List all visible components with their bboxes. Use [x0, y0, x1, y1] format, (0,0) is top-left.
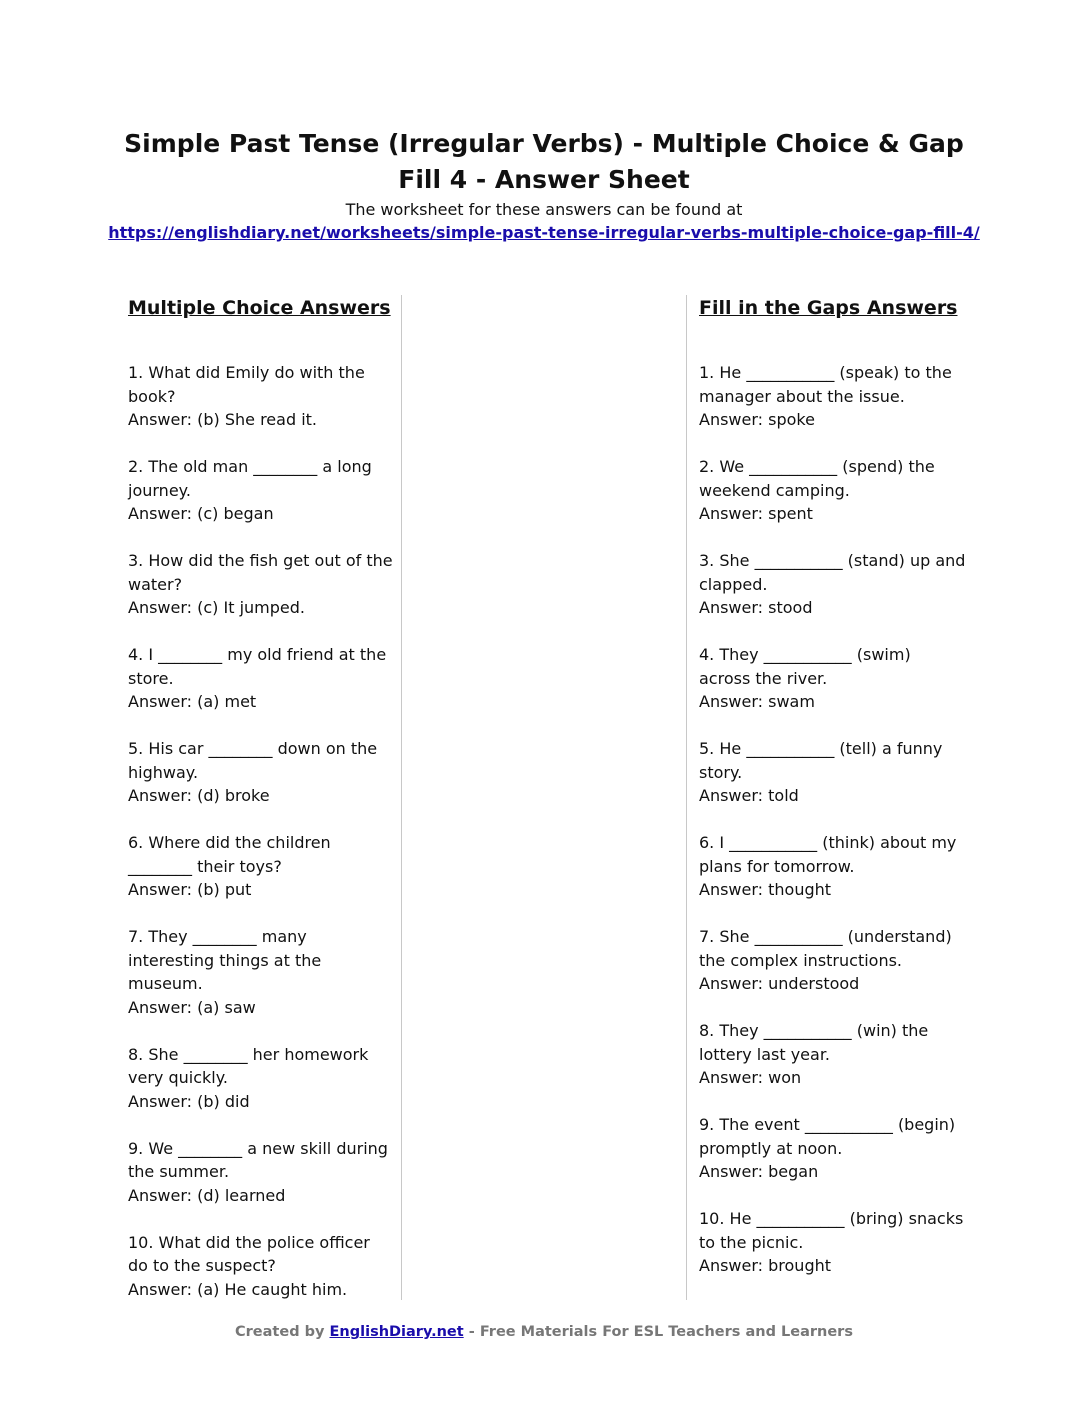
answer-item: [699, 831, 967, 902]
question-text: 10. What did the police officer do to the suspect?: [128, 1232, 370, 1275]
answer-text: Answer: (d) learned: [128, 1185, 286, 1205]
answer-item: [699, 1113, 967, 1184]
multiple-choice-heading: Multiple Choice Answers: [128, 297, 391, 319]
question-text: 9. We ________ a new skill during the summer.: [128, 1138, 388, 1181]
question-text: 4. They ___________ (swim) across the river.: [699, 645, 911, 688]
answer-text: Answer: (d) broke: [128, 786, 270, 805]
worksheet-link[interactable]: https://englishdiary.net/worksheets/simple-past-tense-irregular-verbs-multiple-choice-gap-fill-4/: [108, 223, 980, 242]
answer-item: [699, 643, 967, 714]
page-title: Simple Past Tense (Irregular Verbs) - Multiple Choice & Gap Fill 4 - Answer Sheet: [124, 129, 964, 194]
answer-item: [699, 455, 967, 526]
answer-item: [128, 737, 394, 808]
answer-text: Answer: stood: [699, 598, 813, 617]
answer-item: [699, 361, 967, 432]
question-text: 7. She ___________ (understand) the complex instructions.: [699, 927, 952, 970]
answer-item: [128, 361, 394, 432]
answer-text: Answer: (a) met: [128, 692, 257, 711]
answer-text: Answer: (a) He caught him.: [128, 1279, 348, 1299]
page-footer: [0, 1321, 1088, 1343]
answer-text: Answer: spent: [699, 504, 813, 523]
answer-item: [128, 1137, 394, 1208]
column-divider-right: [686, 295, 687, 1300]
answer-item: [699, 1019, 967, 1090]
answer-text: Answer: thought: [699, 880, 832, 899]
footer-prefix: Created by: [235, 1324, 325, 1340]
answer-text: Answer: told: [699, 786, 799, 805]
question-text: 1. What did Emily do with the book?: [128, 363, 365, 406]
question-text: 7. They ________ many interesting things at the museum.: [128, 927, 322, 993]
answer-text: Answer: swam: [699, 692, 815, 711]
multiple-choice-column: [128, 294, 394, 1325]
question-text: 8. She ________ her homework very quickly.: [128, 1044, 369, 1087]
question-text: 4. I ________ my old friend at the store.: [128, 645, 387, 688]
worksheet-link-container: [60, 221, 1028, 245]
answer-item: [128, 1043, 394, 1114]
answer-text: Answer: (b) She read it.: [128, 410, 317, 429]
column-divider-left: [401, 295, 402, 1300]
question-text: 5. His car ________ down on the highway.: [128, 739, 378, 782]
answer-item: [128, 1231, 394, 1302]
footer-suffix: - Free Materials For ESL Teachers and Learners: [468, 1324, 853, 1340]
question-text: 6. Where did the children ________ their toys?: [128, 833, 331, 876]
answer-item: [128, 455, 394, 526]
question-text: 2. The old man ________ a long journey.: [128, 457, 372, 500]
question-text: 9. The event ___________ (begin) promptly at noon.: [699, 1115, 956, 1158]
page-subtitle: The worksheet for these answers can be found at: [345, 200, 743, 219]
answer-item: [699, 1207, 967, 1278]
answer-item: [699, 737, 967, 808]
answer-text: Answer: (c) began: [128, 504, 274, 523]
question-text: 2. We ___________ (spend) the weekend camping.: [699, 457, 935, 500]
answer-item: [128, 549, 394, 620]
answer-text: Answer: brought: [699, 1256, 832, 1275]
answer-item: [128, 831, 394, 902]
question-text: 5. He ___________ (tell) a funny story.: [699, 739, 943, 782]
answer-text: Answer: (a) saw: [128, 997, 256, 1017]
gap-fill-heading: Fill in the Gaps Answers: [699, 297, 958, 319]
question-text: 6. I ___________ (think) about my plans for tomorrow.: [699, 833, 957, 876]
footer-site-link[interactable]: EnglishDiary.net: [329, 1324, 464, 1340]
answer-text: Answer: (b) did: [128, 1091, 250, 1111]
answer-item: [128, 925, 394, 1019]
answer-item: [699, 925, 967, 996]
answer-text: Answer: spoke: [699, 410, 815, 429]
gap-fill-list: [699, 361, 967, 1278]
gap-fill-column: [699, 294, 967, 1301]
answer-item: [128, 643, 394, 714]
answer-text: Answer: (b) put: [128, 880, 252, 899]
answer-text: Answer: understood: [699, 974, 860, 993]
question-text: 3. How did the fish get out of the water?: [128, 551, 393, 594]
answer-text: Answer: (c) It jumped.: [128, 598, 305, 617]
answer-item: [699, 549, 967, 620]
answer-text: Answer: began: [699, 1162, 819, 1181]
question-text: 8. They ___________ (win) the lottery last year.: [699, 1021, 929, 1064]
answer-text: Answer: won: [699, 1068, 802, 1087]
question-text: 1. He ___________ (speak) to the manager about the issue.: [699, 363, 952, 406]
question-text: 10. He ___________ (bring) snacks to the picnic.: [699, 1209, 964, 1252]
multiple-choice-list: [128, 361, 394, 1301]
question-text: 3. She ___________ (stand) up and clapped.: [699, 551, 966, 594]
